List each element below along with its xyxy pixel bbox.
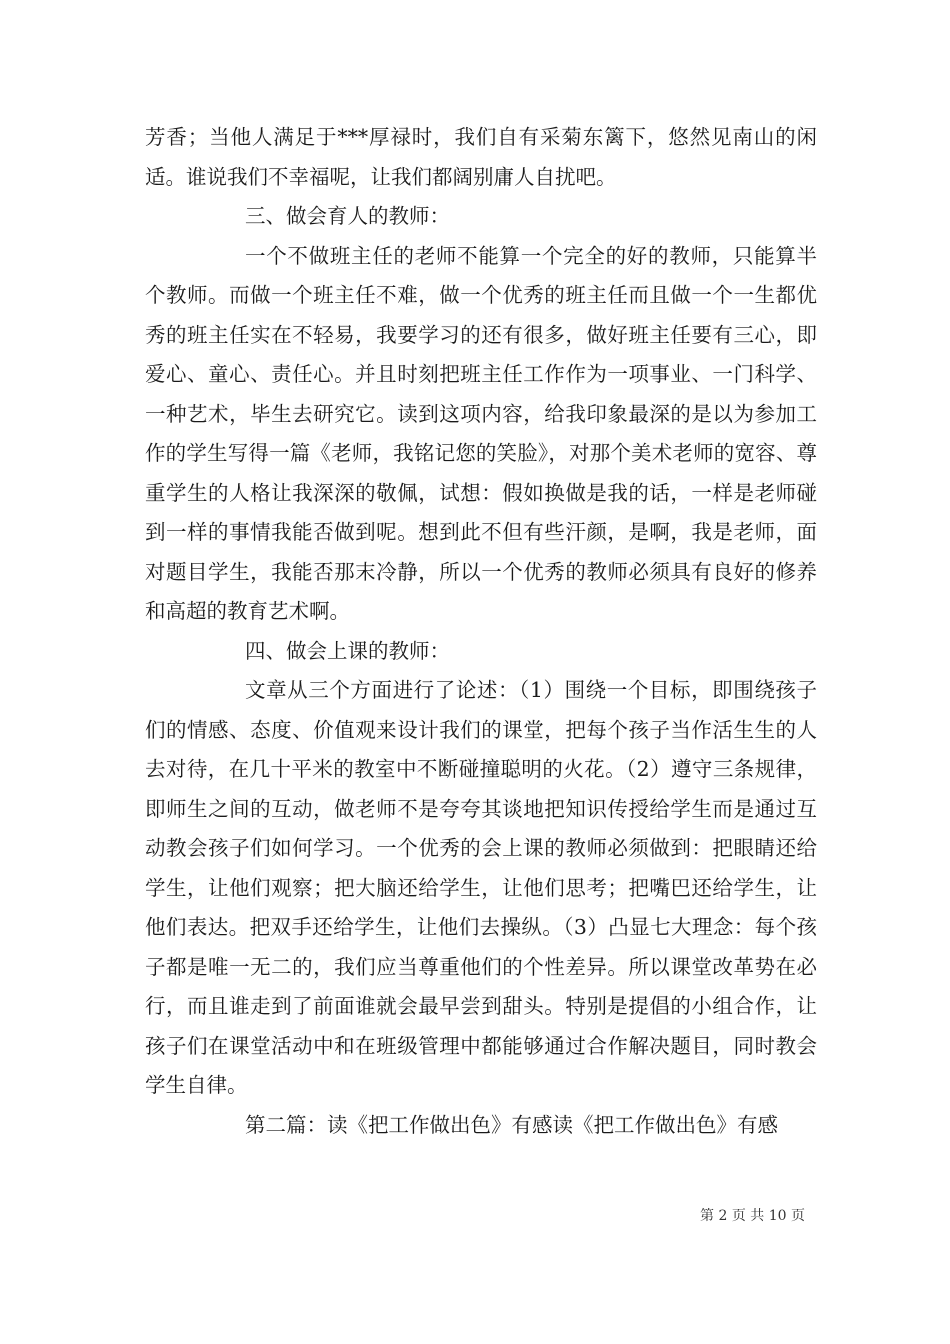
section-heading-3: 三、做会育人的教师： [245, 204, 450, 228]
paragraph-section-3: 一个不做班主任的老师不能算一个完全的好的教师，只能算半个教师。而做一个班主任不难，做一个优秀的班主任而且做一个一生都优秀的班主任实在不轻易，我要学习的还有很多，做好班主任要有三心，即爱心、童心、责任心。并且时刻把班主任工作作为一项事业、一门科学、一种艺术，毕生去研究它。读到这项内容，给我印象最深的是以为参加工作的学生写得一篇《老师，我铭记您的笑脸》，对那个美术老师的宽容、尊重学生的人格让我深深的敬佩，试想：假如换做是我的话，一样是老师碰到一样的事情我能否做到呢。想到此不但有些汗颜，是啊，我是老师，面对题目学生，我能否那末冷静，所以一个优秀的教师必须具有良好的修养和高超的教育艺术啊。 [145, 243, 817, 623]
article-title-second: 第二篇：读《把工作做出色》有感读《把工作做出色》有感 [245, 1112, 778, 1137]
document-body [145, 118, 817, 1145]
paragraph-continuation: 芳香；当他人满足于***厚禄时，我们自有采菊东篱下，悠然见南山的闲适。谁说我们不幸福呢，让我们都阔别庸人自扰吧。 [145, 125, 817, 189]
paragraph-section-4: 文章从三个方面进行了论述：（1）围绕一个目标，即围绕孩子们的情感、态度、价值观来设计我们的课堂，把每个孩子当作活生生的人去对待，在几十平米的教室中不断碰撞聪明的火花。（2）遵守三条规律，即师生之间的互动，做老师不是夸夸其谈地把知识传授给学生而是通过互动教会孩子们如何学习。一个优秀的会上课的教师必须做到：把眼睛还给学生，让他们观察；把大脑还给学生，让他们思考；把嘴巴还给学生，让他们表达。把双手还给学生，让他们去操纵。（3）凸显七大理念：每个孩子都是唯一无二的，我们应当尊重他们的个性差异。所以课堂改革势在必行，而且谁走到了前面谁就会最早尝到甜头。特别是提倡的小组合作，让孩子们在课堂活动中和在班级管理中都能够通过合作解决题目，同时教会学生自律。 [145, 678, 817, 1097]
section-heading-4: 四、做会上课的教师： [245, 638, 450, 663]
page-number-footer: 第 2 页 共 10 页 [700, 1208, 805, 1224]
